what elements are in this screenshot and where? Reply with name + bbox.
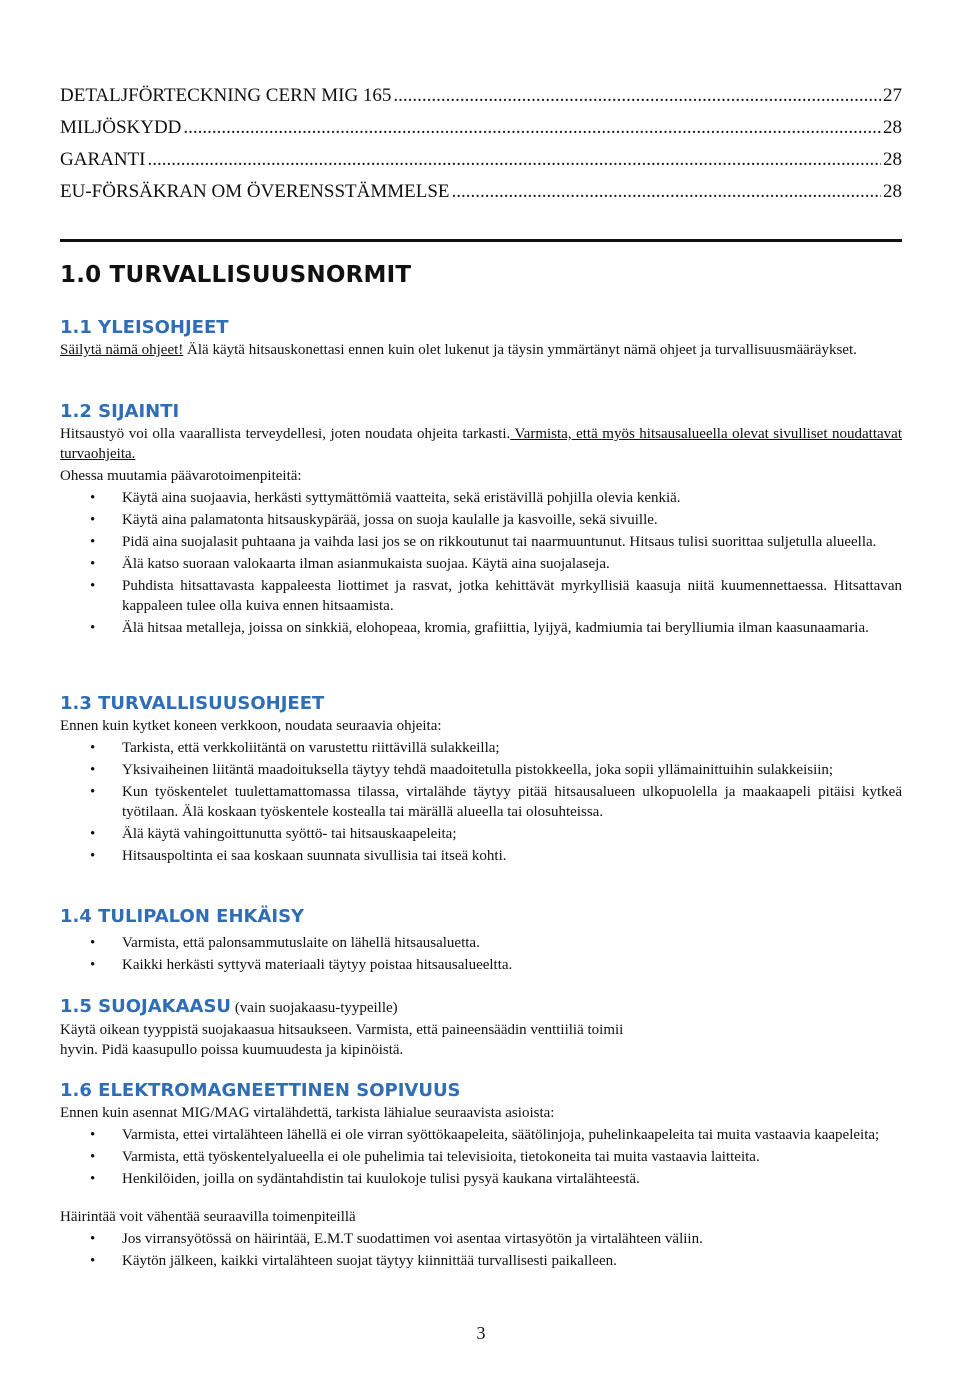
section-heading-note: (vain suojakaasu-tyypeille) bbox=[231, 1000, 398, 1016]
list-item bbox=[60, 824, 902, 844]
section-heading: 1.3 TURVALLISUUSOHJEET bbox=[60, 693, 325, 714]
list-item-text: Kun työskentelet tuulettamattomassa tilassa, virtalähde täytyy pitää hitsausalueen ulkopuolella ja maakaapeli pitäisi kytkeä työtilaan. Älä koskaan työskentele kostealla tai märällä alueella tai olosuhteissa. bbox=[122, 784, 902, 820]
bullet-icon: • bbox=[90, 1171, 96, 1187]
toc-entry-page: 28 bbox=[883, 117, 902, 138]
list-intro: Ennen kuin kytket koneen verkkoon, noudata seuraavia ohjeita: bbox=[60, 718, 442, 734]
list-item-text: Käytä aina suojaavia, herkästi syttymättömiä vaatteita, sekä eristävillä pohjilla olevia kenkiä. bbox=[122, 490, 681, 506]
list-intro: Ohessa muutamia päävarotoimenpiteitä: bbox=[60, 468, 302, 484]
list-item bbox=[60, 532, 902, 552]
section-fire-prevention bbox=[60, 905, 902, 977]
list-item-text: Yksivaiheinen liitäntä maadoituksella täytyy tehdä maadoitetulla pistokkeella, joka sopii yllämainittuihin sulakkeisiin; bbox=[122, 762, 834, 778]
chapter-title: 1.0 TURVALLISUUSNORMIT bbox=[60, 262, 412, 288]
bullet-list bbox=[60, 738, 902, 866]
list-item-text: Älä katso suoraan valokaarta ilman asianmukaista suojaa. Käytä aina suojalaseja. bbox=[122, 556, 610, 572]
bullet-icon: • bbox=[90, 740, 96, 756]
toc-entry-title: DETALJFÖRTECKNING CERN MIG 165 bbox=[60, 85, 392, 106]
list-item-text: Hitsauspoltinta ei saa koskaan suunnata sivullisia tai itseä kohti. bbox=[122, 848, 507, 864]
list-item-text: Varmista, ettei virtalähteen lähellä ei ole virran syöttökaapeleita, säätölinjoja, puhelinkaapeleita tai muita vastaavia kaapeleita; bbox=[122, 1127, 880, 1143]
list-item-text: Jos virransyötössä on häirintää, E.M.T suodattimen voi asentaa virtasyötön ja virtalähteen väliin. bbox=[122, 1231, 703, 1247]
section-general-instructions bbox=[60, 316, 902, 360]
section-paragraph bbox=[60, 424, 902, 464]
horizontal-rule bbox=[60, 239, 902, 242]
section-heading: 1.6 ELEKTROMAGNEETTINEN SOPIVUUS bbox=[60, 1080, 461, 1101]
list-item-text: Henkilöiden, joilla on sydäntahdistin tai kuulokoje tulisi pysyä kaukana virtalähteestä. bbox=[122, 1171, 640, 1187]
bullet-icon: • bbox=[90, 534, 96, 550]
list-item bbox=[60, 760, 902, 780]
section-safety-instructions bbox=[60, 692, 902, 868]
toc-leader-dots bbox=[183, 112, 881, 144]
paragraph-text: Älä käytä hitsauskonettasi ennen kuin olet lukenut ja täysin ymmärtänyt nämä ohjeet ja turvallisuusmääräykset. bbox=[183, 342, 857, 358]
list-item-text: Varmista, että työskentelyalueella ei ole puhelimia tai televisioita, tietokoneita tai muita vastaavia laitteita. bbox=[122, 1149, 760, 1165]
list-item bbox=[60, 554, 902, 574]
section-location bbox=[60, 400, 902, 640]
toc-entry-page: 27 bbox=[883, 85, 902, 106]
bullet-icon: • bbox=[90, 1149, 96, 1165]
toc-entry-title: EU-FÖRSÄKRAN OM ÖVERENSSTÄMMELSE bbox=[60, 181, 450, 202]
toc-entry-title: MILJÖSKYDD bbox=[60, 117, 182, 138]
bullet-list bbox=[60, 1229, 902, 1271]
toc-entry[interactable] bbox=[60, 176, 902, 208]
toc-entry-title: GARANTI bbox=[60, 149, 146, 170]
bullet-list bbox=[60, 1125, 902, 1189]
bullet-list bbox=[60, 933, 902, 975]
bullet-icon: • bbox=[90, 1253, 96, 1269]
list-intro: Häirintää voit vähentää seuraavilla toimenpiteillä bbox=[60, 1209, 356, 1225]
section-heading: 1.1 YLEISOHJEET bbox=[60, 317, 229, 338]
list-item-text: Varmista, että palonsammutuslaite on lähellä hitsausaluetta. bbox=[122, 935, 480, 951]
list-item bbox=[60, 1169, 902, 1189]
list-item-text: Käytön jälkeen, kaikki virtalähteen suojat täytyy kiinnittää turvallisesti paikalleen. bbox=[122, 1253, 617, 1269]
list-item-text: Pidä aina suojalasit puhtaana ja vaihda lasi jos se on rikkoutunut tai naarmuuntunut. Hitsaus tulisi suorittaa suljetulla alueella. bbox=[122, 534, 877, 550]
list-item-text: Puhdista hitsattavasta kappaleesta liottimet ja rasvat, jotka kehittävät myrkyllisiä kaasuja niitä kuumennettaessa. Hitsattavan kappaleen tulee olla kuiva ennen hitsaamista. bbox=[122, 578, 902, 614]
bullet-icon: • bbox=[90, 957, 96, 973]
paragraph-line: Käytä oikean tyyppistä suojakaasua hitsaukseen. Varmista, että paineensäädin venttiiliä toimii bbox=[60, 1022, 624, 1038]
list-item-text: Kaikki herkästi syttyvä materiaali täytyy poistaa hitsausalueeltta. bbox=[122, 957, 513, 973]
toc-entry-page: 28 bbox=[883, 149, 902, 170]
bullet-icon: • bbox=[90, 512, 96, 528]
table-of-contents bbox=[60, 80, 902, 208]
list-item bbox=[60, 576, 902, 616]
list-item bbox=[60, 955, 902, 975]
list-item-text: Käytä aina palamatonta hitsauskypärää, jossa on suoja kaulalle ja kasvoille, sekä sivuille. bbox=[122, 512, 658, 528]
list-item bbox=[60, 933, 902, 953]
section-heading: 1.4 TULIPALON EHKÄISY bbox=[60, 906, 305, 927]
section-heading-text: 1.5 SUOJAKAASU bbox=[60, 996, 232, 1017]
toc-leader-dots bbox=[393, 80, 881, 112]
bullet-icon: • bbox=[90, 784, 96, 800]
bullet-list bbox=[60, 488, 902, 638]
list-item-text: Älä käytä vahingoittunutta syöttö- tai hitsauskaapeleita; bbox=[122, 826, 457, 842]
list-item bbox=[60, 1251, 902, 1271]
paragraph-text: Hitsaustyö voi olla vaarallista terveydellesi, joten noudata ohjeita tarkasti. bbox=[60, 426, 511, 442]
toc-entry[interactable] bbox=[60, 144, 902, 176]
list-item bbox=[60, 846, 902, 866]
list-item bbox=[60, 1147, 902, 1167]
bullet-icon: • bbox=[90, 762, 96, 778]
bullet-icon: • bbox=[90, 578, 96, 594]
section-electromagnetic-compatibility bbox=[60, 1079, 902, 1273]
bullet-icon: • bbox=[90, 556, 96, 572]
bullet-icon: • bbox=[90, 1231, 96, 1247]
bullet-icon: • bbox=[90, 620, 96, 636]
list-intro: Ennen kuin asennat MIG/MAG virtalähdettä, tarkista lähialue seuraavista asioista: bbox=[60, 1105, 555, 1121]
paragraph-line: hyvin. Pidä kaasupullo poissa kuumuudesta ja kipinöistä. bbox=[60, 1042, 404, 1058]
bullet-icon: • bbox=[90, 848, 96, 864]
list-item bbox=[60, 1229, 902, 1249]
list-item bbox=[60, 782, 902, 822]
bullet-icon: • bbox=[90, 826, 96, 842]
bullet-icon: • bbox=[90, 490, 96, 506]
page-number: 3 bbox=[476, 1323, 486, 1343]
section-paragraph bbox=[60, 340, 902, 360]
section-shielding-gas bbox=[60, 995, 902, 1060]
bullet-icon: • bbox=[90, 1127, 96, 1143]
section-heading bbox=[60, 995, 902, 1020]
list-item bbox=[60, 1125, 902, 1145]
list-item bbox=[60, 738, 902, 758]
list-item-text: Älä hitsaa metalleja, joissa on sinkkiä, elohopeaa, kromia, grafiittia, lyijyä, kadmiumia tai berylliumia ilman kaasunaamaria. bbox=[122, 620, 869, 636]
bullet-icon: • bbox=[90, 935, 96, 951]
list-item-text: Tarkista, että verkkoliitäntä on varustettu riittävillä sulakkeilla; bbox=[122, 740, 500, 756]
toc-entry[interactable] bbox=[60, 80, 902, 112]
paragraph-link-text[interactable]: Säilytä nämä ohjeet! bbox=[60, 342, 184, 358]
toc-leader-dots bbox=[452, 176, 881, 208]
toc-entry-page: 28 bbox=[883, 181, 902, 202]
list-item bbox=[60, 618, 902, 638]
toc-leader-dots bbox=[148, 144, 882, 176]
toc-entry[interactable] bbox=[60, 112, 902, 144]
section-heading: 1.2 SIJAINTI bbox=[60, 401, 180, 422]
paragraph-link-text[interactable]: Varmista, että myös hitsausalueella olevat sivulliset noudattavat turvaohjeita. bbox=[60, 426, 902, 462]
list-item bbox=[60, 510, 902, 530]
list-item bbox=[60, 488, 902, 508]
